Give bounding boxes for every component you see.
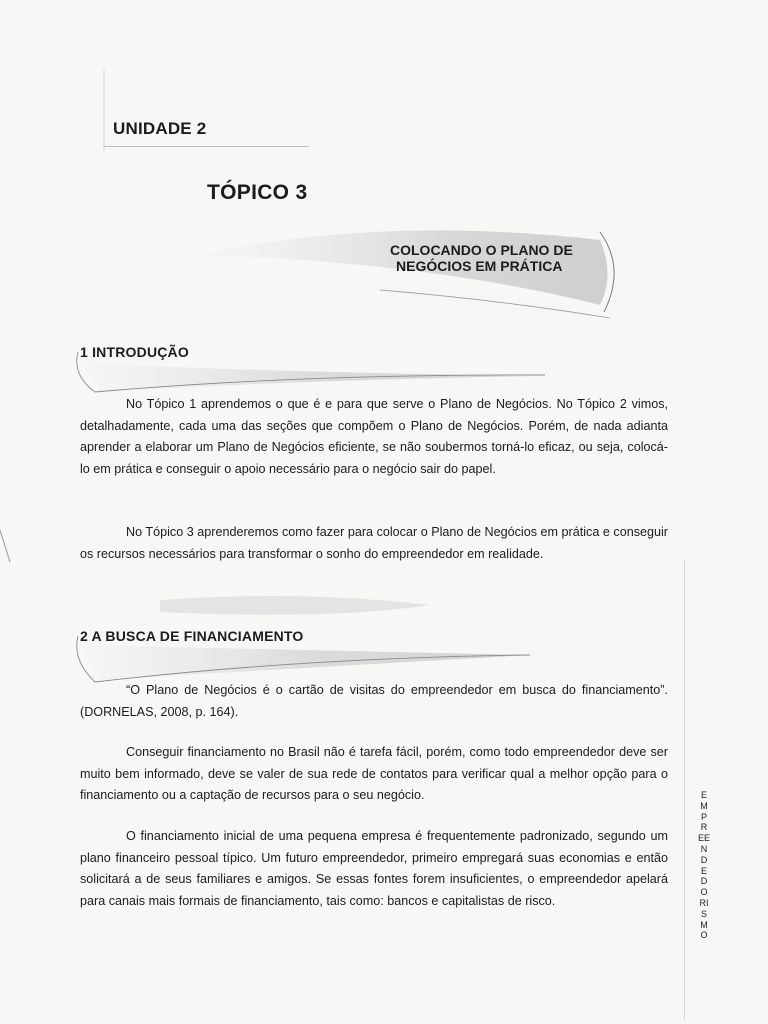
paragraph: Conseguir financiamento no Brasil não é tarefa fácil, porém, como todo empreendedor deve ser muito bem informado, deve se valer de sua rede de contatos para verificar qual a melhor opção para o financiamento ou a captação de recursos para o seu negócio. xyxy=(80,745,668,802)
paragraph: No Tópico 1 aprendemos o que é e para que serve o Plano de Negócios. No Tópico 2 vimos, detalhadamente, cada uma das seções que compõem o Plano de Negócios. Porém, de nada adianta aprender a elaborar um Plano de Negócios eficiente, se não soubermos torná-lo eficaz, ou seja, colocá-lo em prática e conseguir o apoio necessário para o negócio sair do papel. xyxy=(80,397,668,476)
section-heading-financing: 2 A BUSCA DE FINANCIAMENTO xyxy=(80,628,304,644)
section2-swoosh xyxy=(160,596,430,615)
topic-subtitle-line1: COLOCANDO O PLANO DE xyxy=(390,242,573,258)
topic-subtitle-line2: NEGÓCIOS EM PRÁTICA xyxy=(396,258,563,274)
section2-swoosh-body xyxy=(78,645,530,680)
paragraph: No Tópico 3 aprenderemos como fazer para colocar o Plano de Negócios em prática e conseguir os recursos necessários para transformar o sonho do empreendedor em realidade. xyxy=(80,525,668,561)
quote-paragraph: “O Plano de Negócios é o cartão de visitas do empreendedor em busca do financiamento”. (DORNELAS, 2008, p. 164). xyxy=(80,683,668,719)
topic-subtitle xyxy=(390,242,620,274)
intro-swoosh xyxy=(78,360,540,392)
topic-heading: TÓPICO 3 xyxy=(207,181,308,204)
unit-underline xyxy=(104,146,309,147)
side-label: EMPREENDEDORISMO xyxy=(698,790,711,941)
side-rule xyxy=(684,560,685,1020)
section-heading-intro: 1 INTRODUÇÃO xyxy=(80,344,189,360)
paragraph: O financiamento inicial de uma pequena empresa é frequentemente padronizado, segundo um plano financeiro pessoal típico. Um futuro empreendedor, primeiro empregará suas economias e então solicitará a de seus familiares e amigos. Se essas fontes forem insuficientes, o empreendedor apelará para canais mais formais de financiamento, tais como: bancos e capitalistas de risco. xyxy=(80,829,668,908)
margin-mark xyxy=(0,530,10,562)
unit-heading: UNIDADE 2 xyxy=(113,119,207,138)
